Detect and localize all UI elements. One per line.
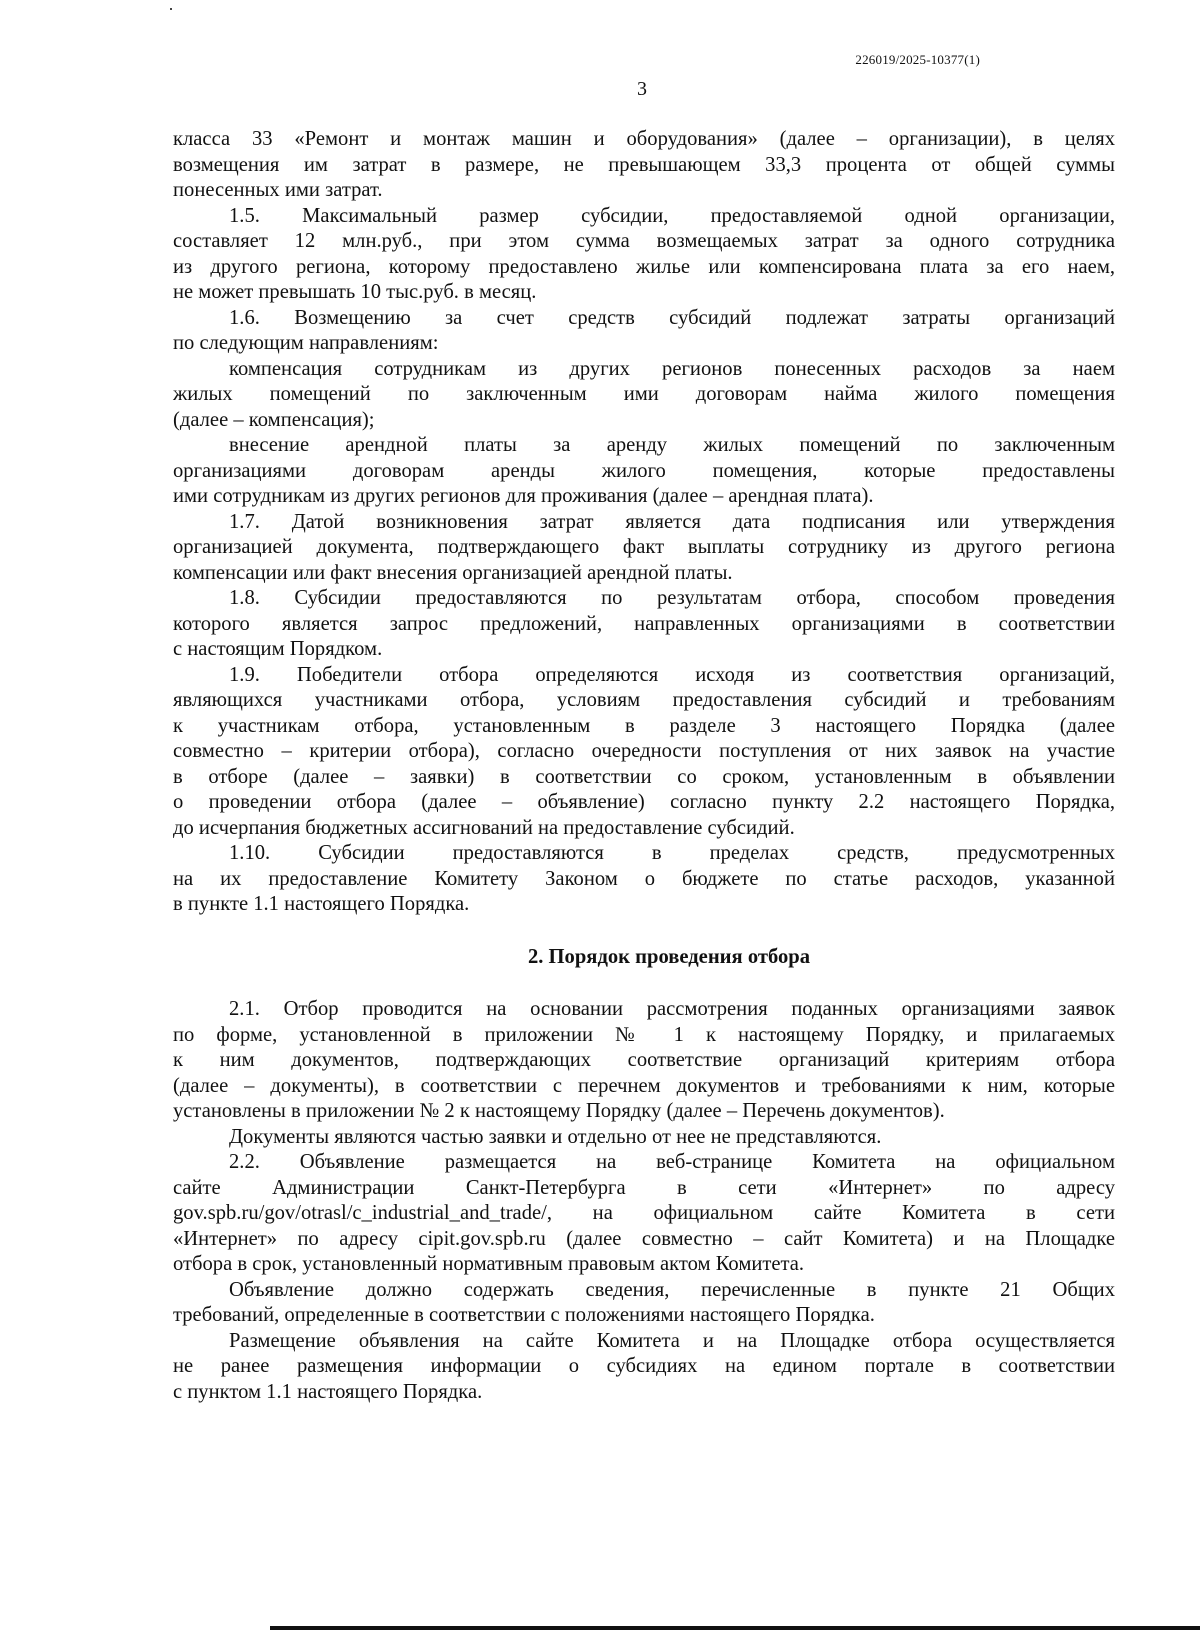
clause-1-7: 1.7. Датой возникновения затрат является дата подписания или утверждения xyxy=(229,510,1115,533)
clause-1-10: 1.10. Субсидии предоставляются в пределах средств, предусмотренных xyxy=(229,842,1115,864)
paragraph-line: по следующим направлениям: xyxy=(173,332,439,354)
direction-compensation: компенсация сотрудникам из других регионов понесенных расходов за наем xyxy=(229,357,1115,380)
paragraph-line: требований, определенные в соответствии с положениями настоящего Порядка. xyxy=(173,1304,875,1326)
paragraph-line: которого является запрос предложений, направленных организациями в соответствии xyxy=(173,612,1115,635)
announcement-placement-note: Размещение объявления на сайте Комитета и на Площадке отбора осуществляется xyxy=(229,1329,1115,1352)
paragraph-line: к ним документов, подтверждающих соответствие организаций критериям отбора xyxy=(173,1049,1115,1071)
paragraph-line: в отборе (далее – заявки) в соответствии со сроком, установленным в объявлении xyxy=(173,765,1115,788)
paragraph-line: до исчерпания бюджетных ассигнований на предоставление субсидий. xyxy=(173,816,795,839)
paragraph-line: установлены в приложении № 2 к настоящему Порядку (далее – Перечень документов). xyxy=(173,1100,945,1122)
scan-speck xyxy=(170,8,172,10)
document-registration-number: 226019/2025-10377(1) xyxy=(855,52,980,67)
paragraph-line: компенсации или факт внесения организацией арендной платы. xyxy=(173,561,733,584)
paragraph-line: ими сотрудникам из других регионов для проживания (далее – арендная плата). xyxy=(173,485,874,507)
paragraph-line: из другого региона, которому предоставлено жилье или компенсирована плата за его наем, xyxy=(173,255,1115,278)
paragraph-line: (далее – компенсация); xyxy=(173,408,375,431)
paragraph-line: понесенных ими затрат. xyxy=(173,179,383,201)
paragraph-line: на их предоставление Комитету Законом о бюджете по статье расходов, указанной xyxy=(173,867,1115,890)
paragraph-line: «Интернет» по адресу cipit.gov.spb.ru (далее совместно – сайт Комитета) и на Площадке xyxy=(173,1227,1115,1250)
paragraph-line: являющихся участниками отбора, условиям предоставления субсидий и требованиям xyxy=(173,689,1115,711)
paragraph-line: организацией документа, подтверждающего факт выплаты сотруднику из другого региона xyxy=(173,536,1115,558)
paragraph-line: отбора в срок, установленный нормативным правовым актом Комитета. xyxy=(173,1253,805,1275)
paragraph-line: не может превышать 10 тыс.руб. в месяц. xyxy=(173,281,537,303)
paragraph-line: организациями договорам аренды жилого помещения, которые предоставлены xyxy=(173,459,1115,482)
paragraph-line: совместно – критерии отбора), согласно очередности поступления от них заявок на участие xyxy=(173,740,1115,762)
paragraph-line: возмещения им затрат в размере, не превышающем 33,3 процента от общей суммы xyxy=(173,153,1115,176)
paragraph-continuation: класса 33 «Ремонт и монтаж машин и оборудования» (далее – организации), в целях xyxy=(173,128,1115,150)
paragraph-line: жилых помещений по заключенным ими договорам найма жилого помещения xyxy=(173,383,1115,405)
paragraph-line: сайте Администрации Санкт-Петербурга в сети «Интернет» по адресу xyxy=(173,1176,1115,1199)
document-body xyxy=(173,127,1115,1405)
paragraph-line: в пункте 1.1 настоящего Порядка. xyxy=(173,893,470,915)
direction-rent: внесение арендной платы за аренду жилых помещений по заключенным xyxy=(229,434,1115,456)
paragraph-line: не ранее размещения информации о субсидиях на едином портале в соответствии xyxy=(173,1355,1115,1377)
paragraph-line: о проведении отбора (далее – объявление) согласно пункту 2.2 настоящего Порядка, xyxy=(173,791,1115,813)
paragraph-line: с настоящим Порядком. xyxy=(173,638,383,660)
clause-2-1: 2.1. Отбор проводится на основании рассмотрения поданных организациями заявок xyxy=(229,998,1115,1020)
clause-1-8: 1.8. Субсидии предоставляются по результатам отбора, способом проведения xyxy=(229,587,1115,609)
documents-note: Документы являются частью заявки и отдельно от нее не представляются. xyxy=(229,1125,882,1148)
page-number: 3 xyxy=(637,78,647,100)
paragraph-line: (далее – документы), в соответствии с перечнем документов и требованиями к ним, которые xyxy=(173,1074,1115,1097)
clause-1-6: 1.6. Возмещению за счет средств субсидий подлежат затраты организаций xyxy=(229,306,1115,329)
paragraph-line: составляет 12 млн.руб., при этом сумма возмещаемых затрат за одного сотрудника xyxy=(173,230,1115,252)
paragraph-line: gov.spb.ru/gov/otrasl/c_industrial_and_trade/, на официальном сайте Комитета в сети xyxy=(173,1202,1115,1224)
paragraph-line: к участникам отбора, установленным в разделе 3 настоящего Порядка (далее xyxy=(173,714,1115,737)
scan-edge-line xyxy=(270,1626,1200,1630)
clause-1-5: 1.5. Максимальный размер субсидии, предоставляемой одной организации, xyxy=(229,204,1115,227)
clause-1-9: 1.9. Победители отбора определяются исходя из соответствия организаций, xyxy=(229,663,1115,686)
paragraph-line: по форме, установленной в приложении № 1 к настоящему Порядку, и прилагаемых xyxy=(173,1023,1115,1046)
section-heading: 2. Порядок проведения отбора xyxy=(527,945,811,968)
paragraph-line: с пунктом 1.1 настоящего Порядка. xyxy=(173,1380,483,1403)
announcement-content-note: Объявление должно содержать сведения, перечисленные в пункте 21 Общих xyxy=(229,1278,1115,1301)
clause-2-2: 2.2. Объявление размещается на веб-странице Комитета на официальном xyxy=(229,1151,1115,1173)
